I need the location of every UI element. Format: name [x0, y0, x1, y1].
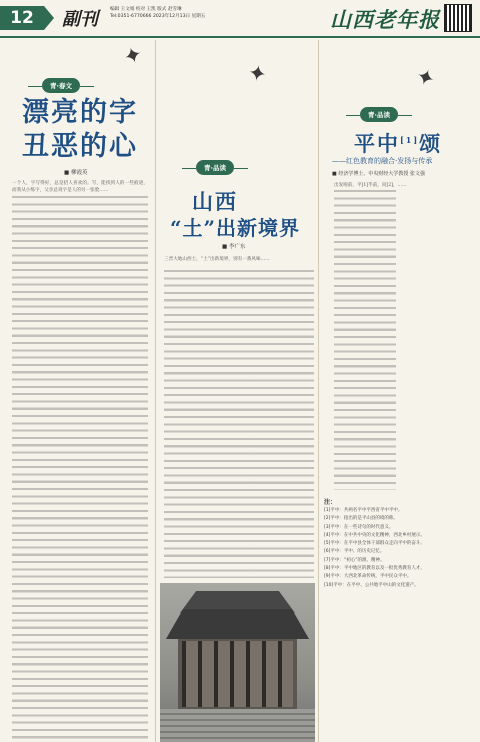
article-right-title-tail: 颂 [419, 131, 443, 156]
note-item: [3]平中：在一些诗句的时代意义。 [324, 524, 394, 530]
header-meta [110, 6, 270, 20]
article-center-body: 三晋大地山西土，“土”出新境界，别有一番风味…… [164, 257, 270, 262]
note-item: [8]平中：平中地区的教育以及一批优秀教育人才， [324, 566, 425, 572]
qr-code-icon [444, 4, 472, 32]
note-item: [2]平中：指出的是平山县的境的称。 [324, 516, 398, 522]
article-left-title [22, 96, 138, 164]
article-left-tag: 青·春文 [42, 78, 80, 93]
article-center-byline: ■ 李广东 [222, 244, 246, 250]
header-meta-line1: 编辑 王文娟 校对 王凯 版式 赵雪琳 [110, 7, 182, 12]
article-left-title-line2: 丑恶的心 [22, 131, 138, 162]
article-right-title [354, 128, 442, 158]
building-steps [160, 709, 315, 742]
paper-name: 山西老年报 [330, 7, 440, 32]
note-item: [4]平中：在中共中央的文化精神，西北乡村展示。 [324, 532, 425, 538]
article-left-title-line1: 漂亮的字 [22, 97, 138, 128]
column-divider [318, 40, 319, 742]
note-item: [6]平中：平中、的历史记忆。 [324, 549, 385, 555]
column-divider [155, 40, 156, 742]
page-header [0, 0, 480, 36]
page-number: 12 [0, 6, 44, 30]
article-right-body: 出发啦前，平[1]乎前，问[2]，…… [334, 183, 407, 188]
building-photo [160, 583, 315, 742]
article-center-body-lines [164, 270, 314, 578]
article-right-title-main: 平中 [354, 131, 400, 156]
building-roof-lower [166, 609, 309, 639]
article-left-byline: ■ 柳霞英 [64, 170, 88, 176]
swallow-icon: ✦ [120, 41, 146, 72]
building-pillars [182, 641, 293, 707]
section-brand: 副刊 [62, 9, 98, 30]
header-rule [0, 36, 480, 38]
notes-list [324, 507, 470, 590]
article-center-tag: 青·品读 [196, 160, 234, 175]
note-item: [5]平中：在平中县全体干部群众走向平中的奋斗。 [324, 541, 425, 547]
swallow-icon: ✦ [245, 60, 269, 89]
article-center-title-line2: “土”出新境界 [170, 216, 301, 240]
header-meta-line2: Tel:0351-6770666 2023年12月13日 星期五 [110, 14, 206, 19]
article-center-title-line1: 山西 [192, 189, 238, 214]
article-left-body: 一个人，字写得好，总是招人喜欢的。写，能找到人的一些痕迹，而我从小练字，父亲总说字是人的另一张脸…… [12, 181, 148, 194]
notes-label: 注： [324, 499, 337, 506]
article-right-title-sup: [1] [400, 135, 420, 145]
note-item: [7]平中：“初心”的源，精神。 [324, 557, 385, 563]
article-left-body-lines [12, 196, 148, 740]
note-item: [10]平中：在平中、公共地平中山的文化遗产。 [324, 582, 419, 588]
article-right-poem-lines [334, 190, 396, 490]
swallow-icon: ✦ [412, 63, 439, 94]
article-right-tag: 青·品读 [360, 107, 398, 122]
article-right-subtitle: ——红色教育的融合·发扬与传承 [332, 157, 433, 165]
note-item: [9]平中：大西北革命传统，平中民众平中。 [324, 574, 412, 580]
article-right-byline: ■ 经济学博士、中央财经大学教授 张文强 [332, 171, 425, 177]
note-item: [1]平中：共两名平中平西省平中平中。 [324, 508, 403, 513]
